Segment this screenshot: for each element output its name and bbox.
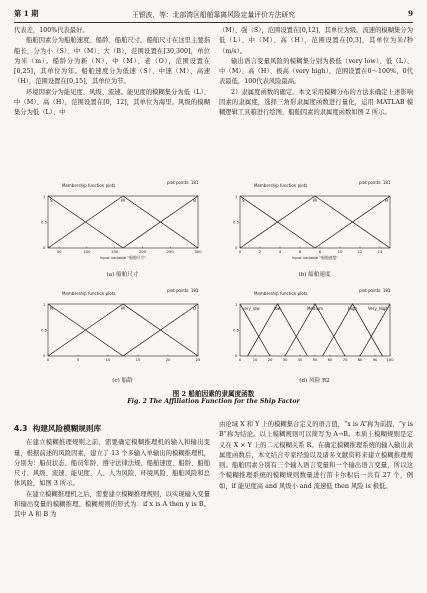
mf-label: M (121, 198, 125, 203)
x-tick-label: 12 (357, 249, 363, 254)
x-tick-label: 25 (195, 357, 201, 362)
y-tick-label: 1 (235, 302, 238, 307)
membership-curve (285, 304, 345, 356)
input-variable-label: input variable "船舶尺寸" (99, 255, 147, 260)
membership-curve (240, 196, 390, 248)
x-tick-label: 70 (342, 357, 348, 362)
x-tick-label: 10 (105, 357, 111, 362)
panel-caption-a: (a) 船舶尺寸 (106, 272, 139, 278)
plot-frame (48, 196, 198, 248)
mf-label: Very_High (367, 306, 388, 311)
plot-points-label: plot points: 181 (167, 180, 199, 185)
issue-number: 第 1 期 (14, 9, 39, 18)
membership-curve (240, 304, 270, 356)
mf-label: N (50, 306, 53, 311)
y-tick-label: 0.5 (233, 327, 240, 333)
mf-label: H (384, 198, 388, 203)
y-tick-label: 0 (43, 353, 46, 358)
mf-label: low (274, 306, 281, 311)
right-column-top (219, 26, 413, 119)
membership-plot-b (232, 180, 397, 268)
x-tick-label: 0 (238, 249, 242, 254)
membership-plot-c (40, 288, 205, 376)
paragraph: 2）隶属度函数的确定。本文采用模糊分布的方法来确定上述影响因素的隶属度，选择三角形隶属度函数进行量化，运用 MATLAB 模糊逻辑工具箱进行绘图，船舶因素的隶属度函数如图 2 所示。 (219, 88, 413, 117)
paragraph: 环境因素分为能见度、风级、流速。能见度的模糊集分为低（L）、中（M）、高（H），范围设置在[0，12]，其单位为海里。风级的模糊集分为低（L）、中 (14, 88, 210, 117)
membership-curve (48, 196, 198, 248)
mf-label: O (192, 306, 196, 311)
x-tick-label: 0 (46, 357, 50, 362)
mf-label: S (50, 198, 53, 203)
mf-label: M (313, 198, 317, 203)
mf-label: B (193, 198, 196, 203)
x-tick-label: 60 (327, 357, 333, 362)
section-title: 构建风险模糊规则库 (32, 424, 102, 433)
x-tick-label: 30 (282, 357, 288, 362)
left-column-top (14, 26, 210, 119)
y-tick-label: 0 (43, 245, 46, 250)
paragraph: 船舶因素分为船舶速度、船龄、船舶尺寸。船舶尺寸在这里主要指船长，分为小（S）、中（M）、大（B），范围设置在[30,300]，单位为米（m）。船龄分为新（N）、中（M）、老（O），范围设置在[0,25]，其单位为年。船舶速度分为低速（S）、中速（M）、高速（H），范围设置在[0,15]，其单位为节。 (14, 37, 210, 86)
paragraph: 在建立模糊推理机之后，需要建立模糊推理规则，以实现输入变量和输出变量的模糊推理。模糊规则的形式为：if x is A then y is B。其中 A 和 B 为 (14, 490, 210, 519)
x-tick-label: 50 (56, 249, 62, 254)
x-tick-label: 80 (357, 357, 363, 362)
mf-label: M (121, 306, 125, 311)
paragraph: 输出语言变量风险的模糊集分别为极低（very low）、低（L）、中（M）、高（H）、极高（very high），范围设置在0～100%，0代表最低，100代表风险最高。 (219, 57, 413, 86)
plot-points-label: plot points: 181 (359, 288, 391, 293)
x-tick-label: 4 (278, 249, 282, 254)
y-tick-label: 0 (235, 245, 238, 250)
panel-caption-d: (d) 风险 R2 (299, 378, 330, 384)
panel-title: Membership function plots (62, 183, 116, 188)
mf-label: S (242, 198, 245, 203)
running-title: 王银波，等：北部湾区船舶靠离风险定量评价方法研究 (131, 11, 296, 19)
plot-points-label: plot points: 181 (359, 180, 391, 185)
paragraph: （M）、强（S），范围设置在[0,12]，其单位为级。流速的模糊集分为低（L）、中（M）、高（H），范围设置在[0,3]，其单位为米/秒（m/s）。 (219, 27, 413, 55)
x-tick-label: 15 (135, 357, 141, 362)
page-number: 9 (407, 9, 413, 18)
mf-label: Medium (307, 306, 323, 311)
membership-plot-a (40, 180, 205, 268)
figure-panel-a (40, 180, 205, 280)
x-tick-label: 300 (194, 249, 202, 254)
mf-label: High (347, 306, 358, 311)
header-rule (14, 22, 413, 23)
x-tick-label: 20 (267, 357, 273, 362)
x-tick-label: 6 (298, 249, 302, 254)
x-tick-label: 2 (258, 249, 262, 254)
figure-caption-en: Fig. 2 The Affiliation Function for the Ship Factor (127, 398, 300, 405)
figure-panel-d (232, 288, 397, 388)
x-tick-label: 150 (111, 249, 119, 254)
mf-label: very_low (242, 306, 260, 311)
section-number: 4.3 (14, 424, 28, 433)
x-tick-label: 8 (318, 249, 322, 254)
y-tick-label: 1 (235, 194, 238, 199)
x-tick-label: 5 (76, 357, 80, 362)
panel-title: Membership function plots (254, 291, 308, 296)
x-tick-label: 100 (83, 249, 91, 254)
panel-caption-c: (c) 船龄 (112, 378, 133, 384)
x-tick-label: 40 (297, 357, 303, 362)
x-tick-label: 250 (166, 249, 174, 254)
input-variable-label: input variable "船舶速度" (291, 255, 339, 260)
running-header (14, 9, 413, 21)
x-tick-label: 200 (138, 249, 147, 254)
y-tick-label: 0.5 (41, 219, 48, 225)
y-tick-label: 0.5 (41, 327, 48, 333)
x-tick-label: 14 (377, 249, 383, 254)
membership-curve (248, 304, 308, 356)
x-tick-label: 20 (165, 357, 171, 362)
y-tick-label: 1 (43, 194, 46, 199)
section-heading (14, 424, 210, 434)
paragraph: 代表差，100%代表最好。 (14, 27, 89, 34)
x-tick-label: 10 (252, 357, 258, 362)
plot-frame (240, 196, 390, 248)
figure-panel-c (40, 288, 205, 388)
figure-caption-cn: 图 2 船舶因素的隶属度函数 (172, 390, 255, 398)
membership-plot-d (232, 288, 397, 376)
panel-title: Membership function plots (254, 183, 308, 188)
x-tick-label: 90 (372, 357, 378, 362)
membership-curve (360, 304, 390, 356)
y-tick-label: 0.5 (233, 219, 240, 225)
figure-panel-b (232, 180, 397, 280)
x-tick-label: 50 (312, 357, 318, 362)
left-column-bottom (14, 424, 210, 521)
x-tick-label: 10 (337, 249, 343, 254)
paragraph: 由论域 X 和 Y 上的模糊集合定义的语言值，“x is A”称为前提，“y is B”称为结论。以上模糊规则可以简写为 A→B。本质上模糊规则是定义在 X × Y 上的二元模糊关系 R。在确定模糊推理系统的输入输出隶属度函数后，本文结合专家经验以及诸多文献资料来建立模糊推理规则。船舶因素分别有三个输入语言变量和一个输出语言变量，所以这个模糊推理系统的模糊规则数量进行笛卡尔积后一共有 27 个，例如，if 能见度高 and 风级小 and 流速低 then 风险 is 极低。 (219, 421, 413, 490)
y-tick-label: 0 (235, 353, 238, 358)
paragraph: 在建立模糊推理规则之前，需要确定模糊推理机的输入和输出变量，根据前述的风险因素，建立了 13 个多输入单输出的模糊推理机，分别为：船员状态、船员年龄、遵守法律法规、船舶速度、船龄、船舶尺寸、风级、流速、能见度、人、人为风险、环境风险、船舶风险和总体风险，如图 3 所示。 (14, 439, 210, 488)
y-tick-label: 1 (43, 302, 46, 307)
membership-curve (48, 304, 198, 356)
membership-curve (323, 304, 383, 356)
plot-frame (48, 304, 198, 356)
panel-caption-b: (b) 船舶速度 (298, 272, 331, 278)
x-tick-label: 0 (238, 357, 242, 362)
right-column-bottom (219, 420, 413, 492)
plot-points-label: plot points: 181 (167, 288, 199, 293)
x-tick-label: 100 (386, 357, 394, 362)
panel-title: Membership function plots (62, 291, 116, 296)
